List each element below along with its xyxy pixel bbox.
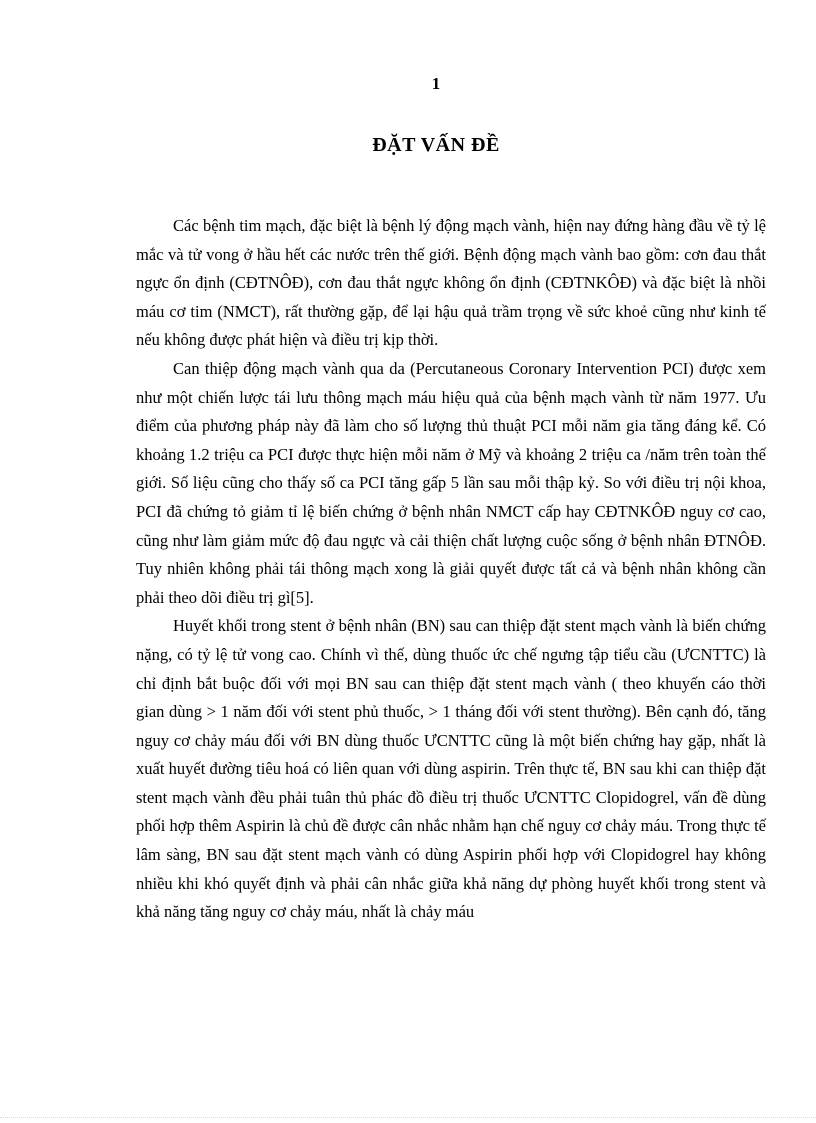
page-bottom-divider (0, 1117, 816, 1118)
paragraph-intro: Các bệnh tim mạch, đặc biệt là bệnh lý động mạch vành, hiện nay đứng hàng đầu về tỷ lệ mắc và tử vong ở hầu hết các nước trên thế giới. Bệnh động mạch vành bao gồm: cơn đau thắt ngực ổn định (CĐTNÔĐ), cơn đau thắt ngực không ổn định (CĐTNKÔĐ) và đặc biệt là nhồi máu cơ tim (NMCT), rất thường gặp, để lại hậu quả trầm trọng về sức khoẻ cũng như kinh tế nếu không được phát hiện và điều trị kịp thời. (136, 216, 766, 350)
page-title: ĐẶT VẤN ĐỀ (372, 134, 500, 156)
body-text (136, 212, 766, 927)
page-number: 1 (431, 74, 441, 93)
paragraph-pci: Can thiệp động mạch vành qua da (Percutaneous Coronary Intervention PCI) được xem như một chiến lược tái lưu thông mạch máu hiệu quả của bệnh mạch vành từ năm 1977. Ưu điểm của phương pháp này đã làm cho số lượng thủ thuật PCI mỗi năm gia tăng đáng kể. Có khoảng 1.2 triệu ca PCI được thực hiện mỗi năm ở Mỹ và khoảng 2 triệu ca /năm trên toàn thế giới. Số liệu cũng cho thấy số ca PCI tăng gấp 5 lần sau mỗi thập kỷ. So với điều trị nội khoa, PCI đã chứng tỏ giảm tỉ lệ biến chứng ở bệnh nhân NMCT cấp hay CĐTNKÔĐ nguy cơ cao, cũng như làm giảm mức độ đau ngực và cải thiện chất lượng cuộc sống ở bệnh nhân ĐTNÔĐ. Tuy nhiên không phải tái thông mạch xong là giải quyết được tất cả và bệnh nhân không cần phải theo dõi điều trị gì[5]. (136, 358, 766, 607)
paragraph-stent-thrombosis: Huyết khối trong stent ở bệnh nhân (BN) sau can thiệp đặt stent mạch vành là biến chứng nặng, có tỷ lệ tử vong cao. Chính vì thế, dùng thuốc ức chế ngưng tập tiểu cầu (ƯCNTTC) là chỉ định bắt buộc đối với mọi BN sau can thiệp đặt stent mạch vành ( theo khuyến cáo thời gian dùng > 1 năm đối với stent phủ thuốc, > 1 tháng đối với stent thường). Bên cạnh đó, tăng nguy cơ chảy máu đối với BN dùng thuốc ƯCNTTC cũng là một biến chứng hay gặp, nhất là xuất huyết đường tiêu hoá có liên quan với dùng aspirin. Trên thực tế, BN sau khi can thiệp đặt stent mạch vành đều phải tuân thủ phác đồ điều trị thuốc ƯCNTTC Clopidogrel, vấn đề dùng phối hợp thêm Aspirin là chủ đề được cân nhắc nhằm hạn chế nguy cơ chảy máu. Trong thực tế lâm sàng, BN sau đặt stent mạch vành có dùng Aspirin phối hợp với Clopidogrel hay không nhiều khi khó quyết định và phải cân nhắc giữa khả năng dự phòng huyết khối trong stent và khả năng tăng nguy cơ chảy máu, nhất là chảy máu (136, 616, 766, 922)
